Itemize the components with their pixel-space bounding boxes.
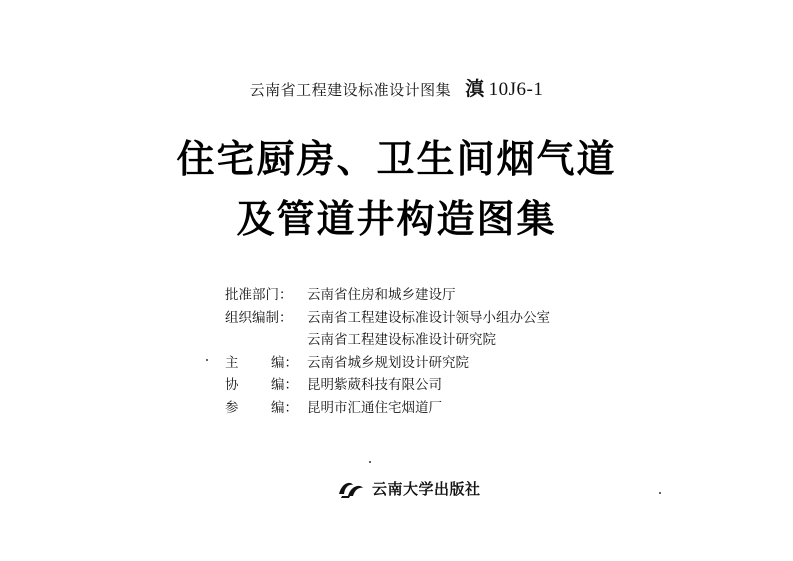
credit-value: 云南省工程建设标准设计领导小组办公室 xyxy=(307,309,550,326)
scan-speck xyxy=(206,359,208,361)
credit-row-organizer xyxy=(225,307,550,330)
credit-label xyxy=(225,329,307,352)
credit-row-approval xyxy=(225,284,550,307)
credit-label: 参 编： xyxy=(225,399,299,416)
credit-value: 云南省工程建设标准设计研究院 xyxy=(307,332,496,349)
publisher-name: 云南大学出版社 xyxy=(372,480,481,498)
series-header xyxy=(0,74,793,101)
series-name: 云南省工程建设标准设计图集 xyxy=(249,81,452,99)
credit-label: 组织编制： xyxy=(225,309,293,326)
title-line-1: 住宅厨房、卫生间烟气道 xyxy=(176,136,617,181)
credit-value: 昆明市汇通住宅烟道厂 xyxy=(307,399,442,416)
credits-block xyxy=(225,284,550,420)
credit-label: 主 编： xyxy=(225,354,299,371)
credit-value: 昆明紫葳科技有限公司 xyxy=(307,377,442,394)
scan-speck xyxy=(369,461,371,463)
credit-value: 云南省住房和城乡建设厅 xyxy=(307,287,456,303)
credit-row-organizer-2 xyxy=(225,329,550,352)
atlas-code-number: 10J6-1 xyxy=(488,79,544,100)
credit-row-participant xyxy=(225,397,550,420)
publisher-logo-icon xyxy=(336,479,366,499)
credit-value: 云南省城乡规划设计研究院 xyxy=(307,354,469,371)
title-line-2: 及管道井构造图集 xyxy=(236,196,557,241)
credit-label: 批准部门： xyxy=(225,287,293,303)
publisher xyxy=(336,478,481,499)
credit-row-chief-editor xyxy=(225,352,550,375)
atlas-code-prefix: 滇 xyxy=(465,78,485,100)
credit-label: 协 编： xyxy=(225,377,299,394)
credit-row-co-editor xyxy=(225,374,550,397)
scan-speck xyxy=(659,492,661,494)
